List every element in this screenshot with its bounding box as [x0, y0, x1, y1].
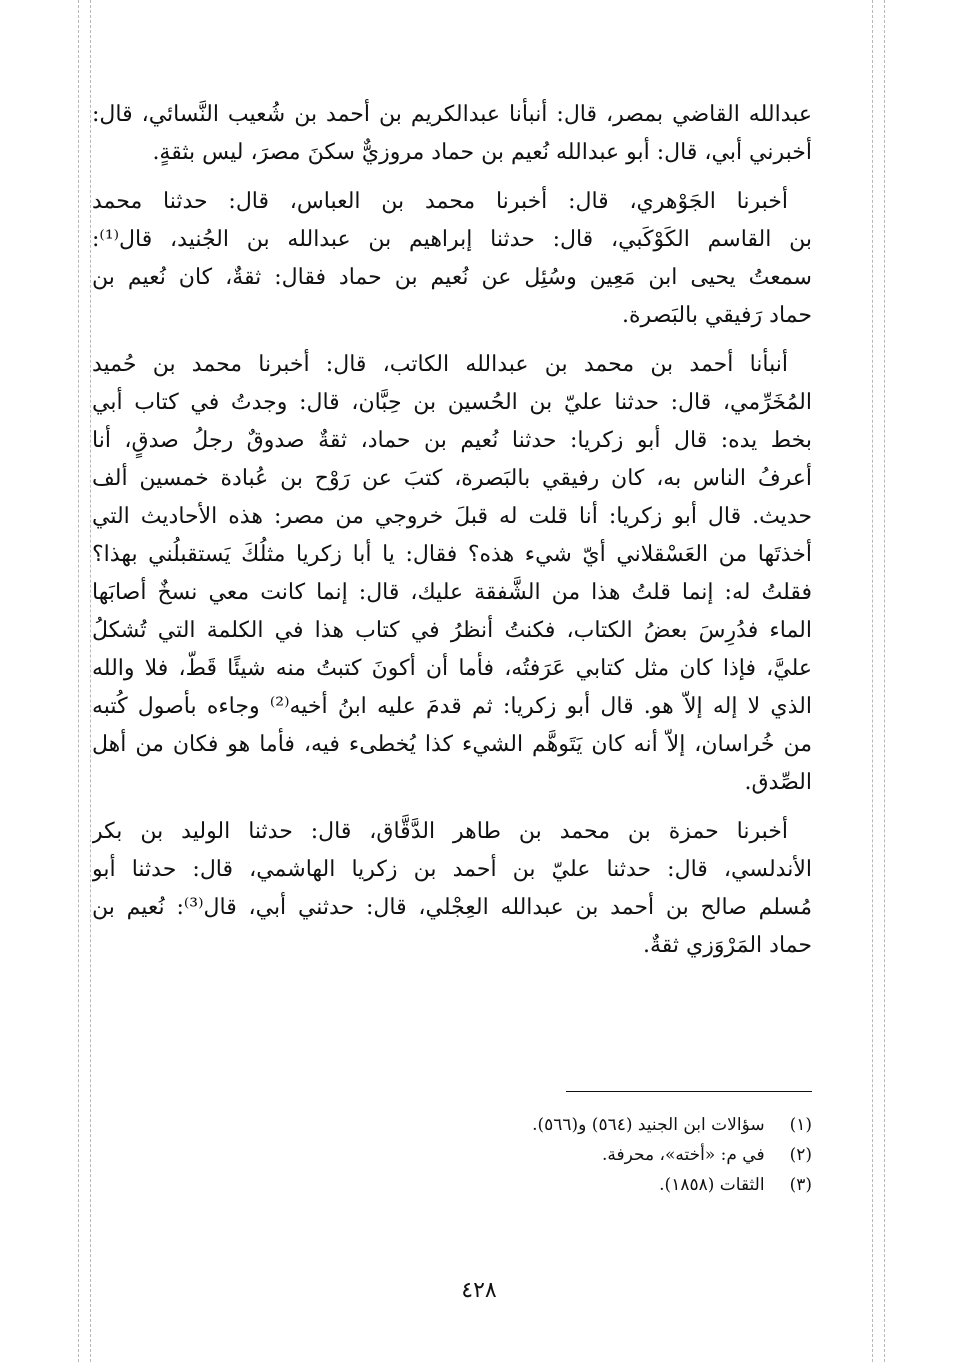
footnotes [300, 1110, 812, 1200]
text-line: الماء فدُرِسَ بعضُ الكتاب، فكنتُ أنظرُ في كتاب هذا في الكلمة التي تُشكلُ [92, 618, 812, 643]
footnote-1 [300, 1110, 812, 1140]
text-line: أخبرنا حمزة بن محمد بن طاهر الدَّقَّاق، قال: حدثنا الوليد بن بكر [92, 819, 788, 844]
text-line: فقلتُ له: إنما قلتُ هذا من الشَّفقة عليك، قال: إنما كانت معي نسخٌ أصابَها [92, 580, 812, 605]
footnote-separator [566, 1091, 812, 1092]
paragraph-4 [92, 813, 812, 965]
text-line: أخبرنا الجَوْهري، قال: أخبرنا محمد بن العباس، قال: حدثنا محمد [92, 189, 788, 214]
text-line: بخط يده: قال أبو زكريا: حدثنا نُعيم بن حماد، ثقةٌ صدوقٌ رجلُ صدقٍ، أنا [92, 428, 812, 453]
footnote-text: في م: «أخته»، محرفة. [601, 1145, 765, 1165]
paragraph-3 [92, 346, 812, 802]
text-line: المُخَرِّمي، قال: حدثنا عليّ بن الحُسين بن حِبَّان، قال: وجدتُ في كتاب أبي [92, 390, 812, 415]
footnote-number: (٣) [789, 1175, 812, 1195]
page-body [92, 96, 812, 976]
footnote-3 [300, 1170, 812, 1200]
footnote-2 [300, 1140, 812, 1170]
text-line: أعرفُ الناس به، كان رفيقي بالبَصرة، كتبَ عن رَوْح بن عُبادة خمسين ألف [92, 466, 812, 491]
footnote-text: سؤالات ابن الجنيد (٥٦٤) و(٥٦٦). [532, 1115, 765, 1135]
text-line: بن القاسم الكَوْكَبي، قال: حدثنا إبراهيم بن عبدالله بن الجُنيد، قال⁽¹⁾: [92, 227, 812, 252]
text-line: حماد المَرْوَزي ثقةٌ. [643, 933, 812, 958]
left-edge-line-2 [90, 0, 91, 1362]
text-line: أخذتَها من العَسْقلاني أيّ شيء هذه؟ فقال: يا أبا زكريا مثلُكَ يَستقبلُني بهذا؟ [92, 542, 812, 567]
footnote-number: (٢) [789, 1145, 812, 1165]
text-line: حماد رَفيقي بالبَصرة. [622, 303, 812, 328]
page-number: ٤٢٨ [461, 1278, 497, 1303]
paragraph-2 [92, 183, 812, 335]
text-line: عبدالله القاضي بمصر، قال: أنبأنا عبدالكريم بن أحمد بن شُعيب النَّسائي، قال: [92, 102, 812, 127]
text-line: الصِّدق. [744, 770, 812, 795]
text-line: سمعتُ يحيى ابن مَعِين وسُئِل عن نُعيم بن حماد فقال: ثقةٌ، كان نُعيم بن [92, 265, 812, 290]
text-line: أنبأنا أحمد بن محمد بن عبدالله الكاتب، قال: أخبرنا محمد بن حُميد [92, 352, 788, 377]
text-line: أخبرني أبي، قال: أبو عبدالله نُعيم بن حماد مروزيٌّ سكنَ مصرَ، ليس بثقةٍ. [152, 140, 812, 165]
paragraph-1 [92, 96, 812, 172]
text-line: الذي لا إله إلاّ هو. قال أبو زكريا: ثم قدمَ عليه ابنُ أخيه⁽²⁾ وجاءه بأصول كُتبه [92, 694, 812, 719]
footnote-number: (١) [789, 1115, 812, 1135]
text-line: الأندلسي، قال: حدثنا عليّ بن أحمد بن زكريا الهاشمي، قال: حدثنا أبو [92, 857, 812, 882]
right-edge-line-1 [872, 0, 873, 1362]
left-edge-line-1 [78, 0, 79, 1362]
text-line: حديث. قال أبو زكريا: أنا قلت له قبلَ خروجي من مصر: هذه الأحاديث التي [92, 504, 812, 529]
text-line: من خُراسان، إلاّ أنه كان يَتَوهَّم الشيء كذا يُخطىء فيه، فأما هو فكان من أهل [92, 732, 812, 757]
right-edge-line-2 [884, 0, 885, 1362]
text-line: مُسلم صالح بن أحمد بن عبدالله العِجْلي، قال: حدثني أبي، قال⁽³⁾: نُعيم بن [92, 895, 812, 920]
text-line: عليَّ، فإذا كان مثل كتابي عَرَفتُه، فأما أن أكونَ كتبتُ منه شيئًا قَطّ، فلا والله [92, 656, 812, 681]
footnote-text: الثقات (١٨٥٨). [659, 1175, 765, 1195]
